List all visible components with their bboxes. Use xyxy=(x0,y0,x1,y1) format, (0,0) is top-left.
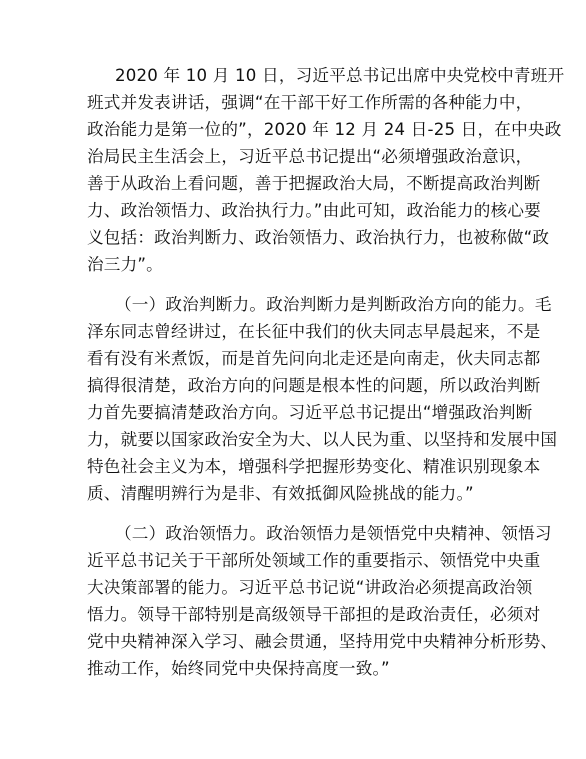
paragraph-line: 看有没有米煮饭，而是首先问向北走还是向南走，伙夫同志都 xyxy=(87,349,541,368)
paragraph-line: 力首先要搞清楚政治方向。习近平总书记提出“增强政治判断 xyxy=(87,403,533,422)
paragraph-line: 党中央精神深入学习、融会贯通，坚持用党中央精神分析形势、 xyxy=(87,632,558,651)
paragraph-line: 力，就要以国家政治安全为大、以人民为重、以坚持和发展中国 xyxy=(87,430,558,449)
paragraph-line: 大决策部署的能力。习近平总书记说“讲政治必须提高政治领 xyxy=(87,578,533,597)
paragraph-line: 政治能力是第一位的”，2020 年 12 月 24 日-25 日，在中央政 xyxy=(87,120,562,139)
paragraph-intro xyxy=(87,62,565,278)
paragraph-line: 班式并发表讲话，强调“在干部干好工作所需的各种能力中， xyxy=(87,93,533,112)
paragraph-line: 质、清醒明辨行为是非、有效抵御风险挑战的能力。” xyxy=(87,484,474,503)
paragraph-line: 近平总书记关于干部所处领域工作的重要指示、领悟党中央重 xyxy=(87,551,541,570)
paragraph-line: 推动工作，始终同党中央保持高度一致。” xyxy=(87,659,390,678)
paragraph-line: 泽东同志曾经讲过，在长征中我们的伙夫同志早晨起来，不是 xyxy=(87,322,541,341)
paragraph-spacer xyxy=(87,278,507,291)
paragraph-line: 搞得很清楚，政治方向的问题是根本性的问题，所以政治判断 xyxy=(87,376,541,395)
document-body xyxy=(87,62,565,682)
paragraph-line: 特色社会主义为本，增强科学把握形势变化、精准识别现象本 xyxy=(87,457,541,476)
paragraph-political-judgment xyxy=(87,291,558,507)
paragraph-line: 治局民主生活会上，习近平总书记提出“必须增强政治意识， xyxy=(87,147,533,166)
paragraph-line: 治三力”。 xyxy=(87,255,163,274)
paragraph-line: （一）政治判断力。政治判断力是判断政治方向的能力。毛 xyxy=(115,295,552,314)
paragraph-line: 2020 年 10 月 10 日，习近平总书记出席中央党校中青班开 xyxy=(115,66,565,85)
paragraph-line: 善于从政治上看问题，善于把握政治大局，不断提高政治判断 xyxy=(87,174,541,193)
paragraph-line: 义包括：政治判断力、政治领悟力、政治执行力，也被称做“政 xyxy=(87,228,550,247)
paragraph-line: 力、政治领悟力、政治执行力。”由此可知，政治能力的核心要 xyxy=(87,201,541,220)
paragraph-line: 悟力。领导干部特别是高级领导干部担的是政治责任，必须对 xyxy=(87,605,541,624)
paragraph-spacer xyxy=(87,507,507,520)
paragraph-line: （二）政治领悟力。政治领悟力是领悟党中央精神、领悟习 xyxy=(115,524,552,543)
paragraph-political-comprehension xyxy=(87,520,558,682)
